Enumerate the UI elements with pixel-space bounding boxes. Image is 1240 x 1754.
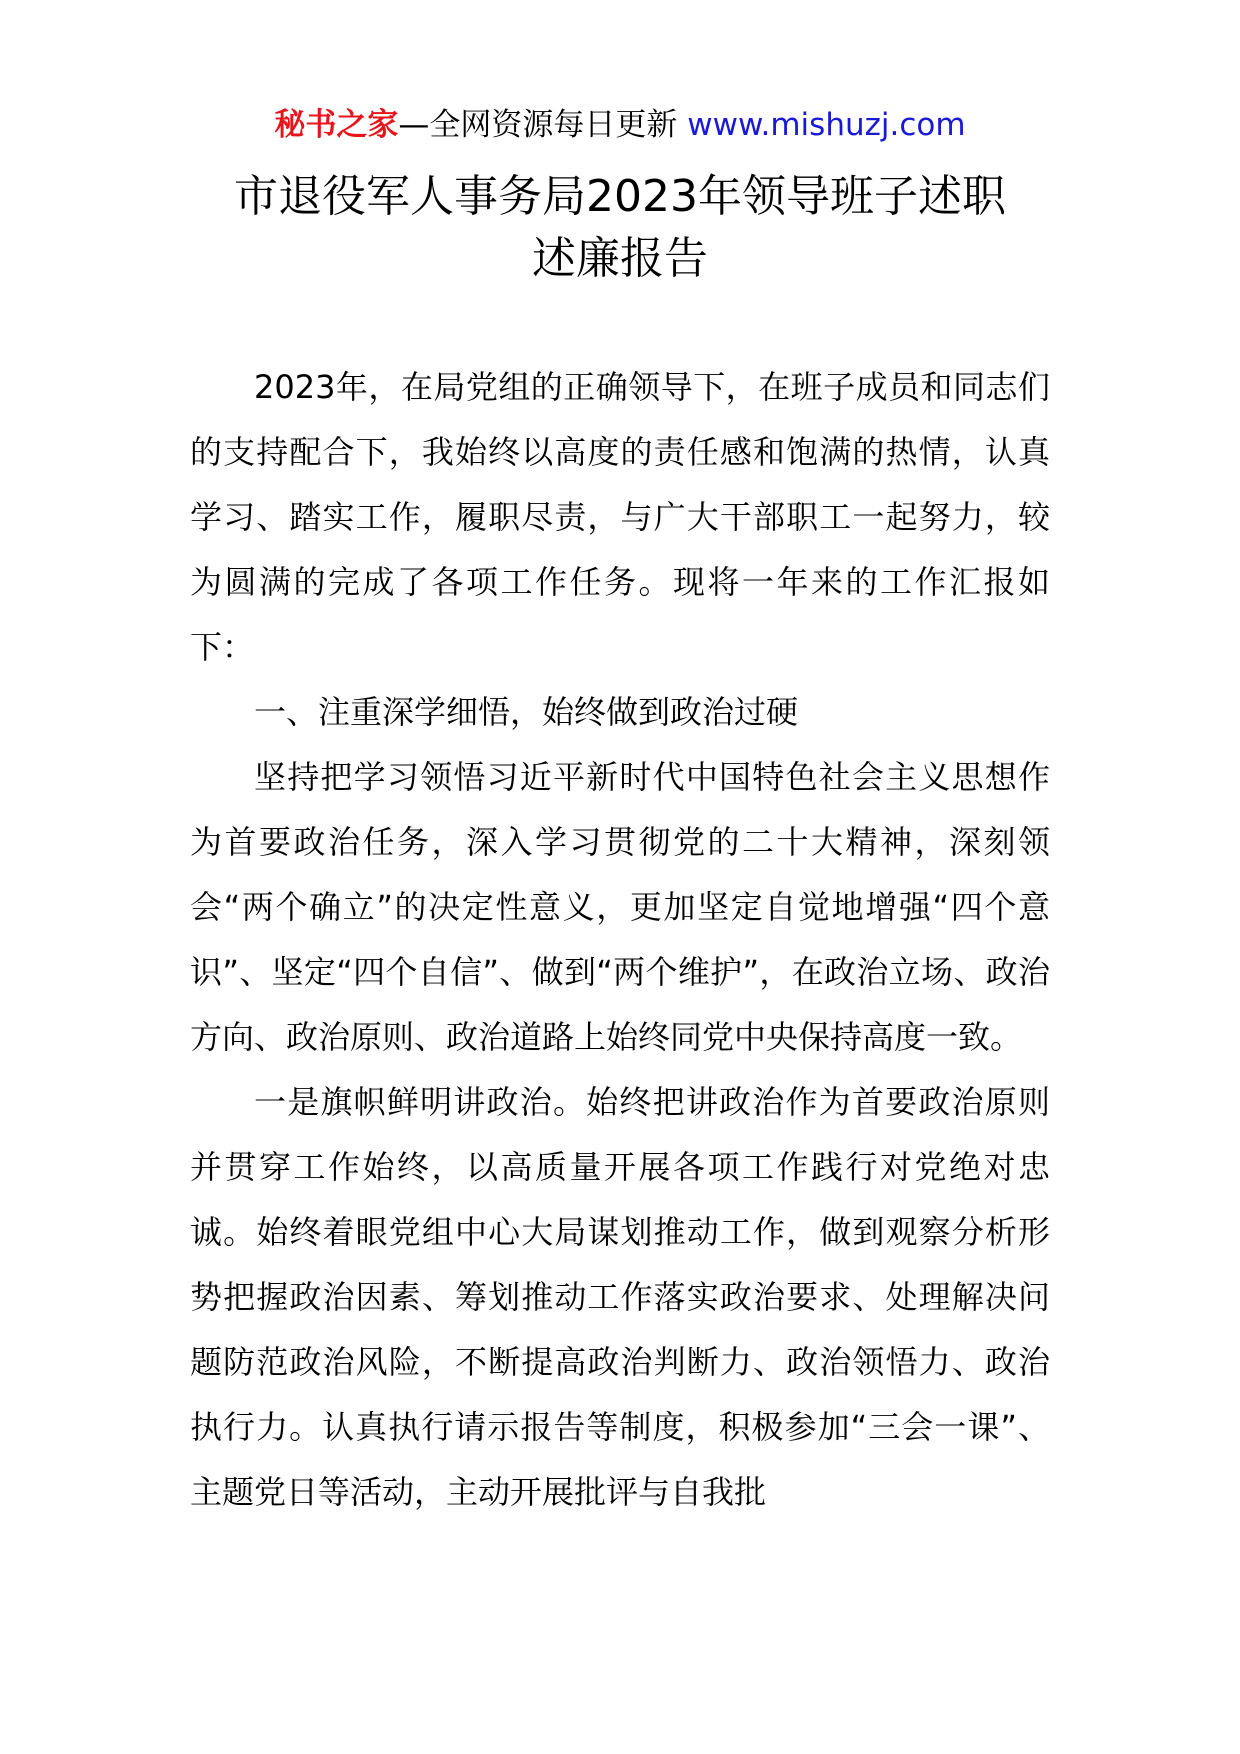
paragraph-politics: 一是旗帜鲜明讲政治。始终把讲政治作为首要政治原则并贯穿工作始终，以高质量开展各项工作践行对党绝对忠诚。始终着眼党组中心大局谋划推动工作，做到观察分析形势把握政治因素、筹划推动工作落实政治要求、处理解决问题防范政治风险，不断提高政治判断力、政治领悟力、政治执行力。认真执行请示报告等制度，积极参加“三会一课”、主题党日等活动，主动开展批评与自我批: [190, 1083, 1050, 1511]
section-heading-1: 一、注重深学细悟，始终做到政治过硬: [254, 693, 799, 731]
site-url: www.mishuzj.com: [687, 107, 966, 143]
watermark-header: [0, 104, 1240, 146]
site-brand: 秘书之家: [274, 107, 399, 143]
title-line-2: 述廉报告: [532, 233, 708, 284]
site-slogan: —全网资源每日更新: [398, 107, 688, 143]
document-body: [190, 355, 1050, 1525]
paragraph-intro: 2023年，在局党组的正确领导下，在班子成员和同志们的支持配合下，我始终以高度的责任感和饱满的热情，认真学习、踏实工作，履职尽责，与广大干部职工一起努力，较为圆满的完成了各项工作任务。现将一年来的工作汇报如下：: [190, 368, 1050, 666]
document-title: [0, 166, 1240, 290]
paragraph-study: 坚持把学习领悟习近平新时代中国特色社会主义思想作为首要政治任务，深入学习贯彻党的二十大精神，深刻领会“两个确立”的决定性意义，更加坚定自觉地增强“四个意识”、坚定“四个自信”、做到“两个维护”，在政治立场、政治方向、政治原则、政治道路上始终同党中央保持高度一致。: [190, 758, 1050, 1056]
title-line-1: 市退役军人事务局2023年领导班子述职: [234, 171, 1006, 222]
